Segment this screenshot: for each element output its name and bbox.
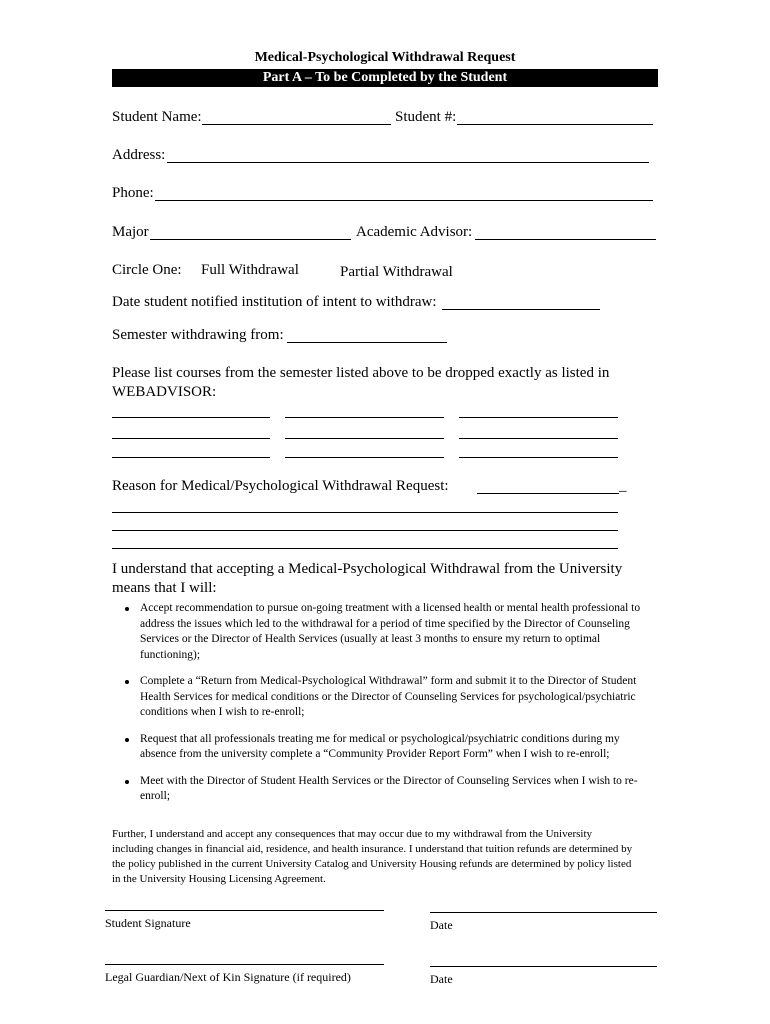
partial-withdrawal-option[interactable]: Partial Withdrawal: [340, 264, 453, 280]
list-item: Request that all professionals treating me for medical or psychological/psychiatric conditions during my absence from the university complete a “Community Provider Report Form” when I wish to re-enroll;: [112, 732, 642, 763]
semester-label: Semester withdrawing from:: [112, 327, 284, 343]
course-field[interactable]: [459, 417, 618, 418]
reason-line[interactable]: [112, 512, 618, 513]
date-notified-label: Date student notified institution of intent to withdraw:: [112, 294, 437, 310]
reason-suffix: _: [619, 478, 627, 494]
course-field[interactable]: [285, 417, 444, 418]
reason-label: Reason for Medical/Psychological Withdrawal Request:: [112, 478, 449, 494]
course-field[interactable]: [112, 438, 270, 439]
student-name-label: Student Name:: [112, 109, 202, 125]
reason-line[interactable]: [112, 530, 618, 531]
understand-statement-cont: means that I will:: [112, 580, 217, 596]
course-field[interactable]: [112, 417, 270, 418]
phone-field[interactable]: [155, 200, 653, 201]
list-item: Accept recommendation to pursue on-going treatment with a licensed health or mental health professional to address the issues which led to the withdrawal for a period of time specified by the Director of Counseling Services or the Director of Health Services (usually at least 3 months to ensure my return to optimal functioning);: [112, 601, 642, 663]
list-item: Complete a “Return from Medical-Psychological Withdrawal” form and submit it to the Director of Student Health Services for medical conditions or the Director of Counseling Services for psychological/psychiatric conditions when I wish to re-enroll;: [112, 674, 642, 721]
date-label: Date: [430, 918, 453, 932]
list-item: Meet with the Director of Student Health Services or the Director of Counseling Services when I wish to re-enroll;: [112, 774, 642, 805]
address-field[interactable]: [167, 162, 649, 163]
course-field[interactable]: [459, 457, 618, 458]
form-title: Medical-Psychological Withdrawal Request: [254, 50, 516, 65]
student-number-field[interactable]: [457, 124, 653, 125]
date-label: Date: [430, 972, 453, 986]
reason-field[interactable]: [477, 493, 619, 494]
course-field[interactable]: [459, 438, 618, 439]
guardian-signature-label: Legal Guardian/Next of Kin Signature (if required): [105, 970, 351, 984]
circle-one-label: Circle One:: [112, 262, 182, 278]
courses-instruction-cont: WEBADVISOR:: [112, 384, 217, 400]
advisor-label: Academic Advisor:: [356, 224, 473, 240]
date-field[interactable]: [430, 912, 657, 913]
student-signature-field[interactable]: [105, 910, 384, 911]
reason-line[interactable]: [112, 548, 618, 549]
course-field[interactable]: [285, 457, 444, 458]
part-a-header: Part A – To be Completed by the Student: [112, 69, 658, 87]
semester-field[interactable]: [287, 342, 447, 343]
student-signature-label: Student Signature: [105, 916, 191, 930]
further-paragraph-line: including changes in financial aid, residence, and health insurance. I understand that tuition refunds are determined by: [112, 843, 633, 855]
student-number-label: Student #:: [395, 109, 457, 125]
advisor-field[interactable]: [475, 239, 656, 240]
date-notified-field[interactable]: [442, 309, 600, 310]
course-field[interactable]: [285, 438, 444, 439]
courses-instruction: Please list courses from the semester listed above to be dropped exactly as listed in: [112, 365, 610, 381]
major-label: Major: [112, 224, 149, 240]
phone-label: Phone:: [112, 185, 154, 201]
course-field[interactable]: [112, 457, 270, 458]
full-withdrawal-option[interactable]: Full Withdrawal: [201, 262, 299, 278]
guardian-signature-field[interactable]: [105, 964, 384, 965]
further-paragraph-line: in the University Housing Licensing Agreement.: [112, 873, 326, 885]
understand-statement: I understand that accepting a Medical-Psychological Withdrawal from the University: [112, 561, 623, 577]
further-paragraph-line: Further, I understand and accept any consequences that may occur due to my withdrawal from the University: [112, 828, 593, 840]
student-name-field[interactable]: [202, 124, 391, 125]
obligations-list: [112, 601, 642, 816]
major-field[interactable]: [150, 239, 351, 240]
date-field[interactable]: [430, 966, 657, 967]
further-paragraph-line: the policy published in the current University Catalog and University Housing refunds are determined by policy listed: [112, 858, 632, 870]
address-label: Address:: [112, 147, 166, 163]
